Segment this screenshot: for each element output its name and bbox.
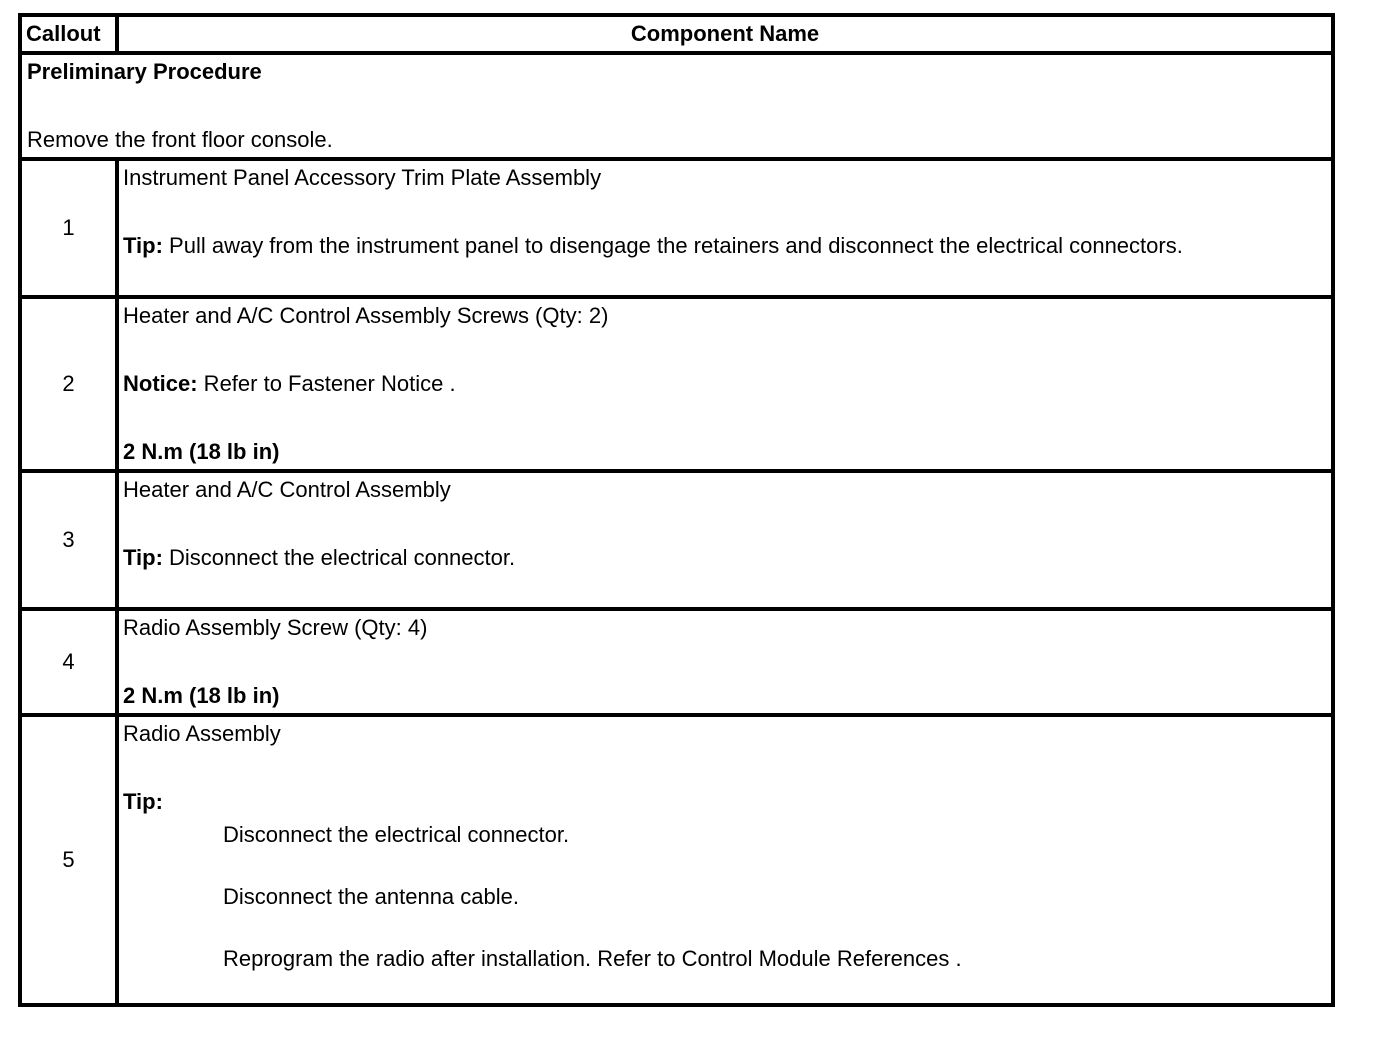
notice-label: Notice:: [123, 371, 198, 396]
component-name-2: Heater and A/C Control Assembly Screws (Qty: 2): [123, 303, 609, 328]
table-row: [20, 159, 1333, 297]
component-name-5: Radio Assembly: [123, 721, 281, 746]
callout-1: 1: [20, 159, 117, 297]
tip-text: Pull away from the instrument panel to disengage the retainers and disconnect the electrical connectors.: [162, 233, 1183, 258]
tip-item-3: Reprogram the radio after installation. Refer to Control Module References .: [223, 946, 962, 971]
callout-4: 4: [20, 609, 117, 715]
callout-2: 2: [20, 297, 117, 471]
table-row: [20, 471, 1333, 609]
component-table: [18, 13, 1335, 1007]
component-name-1: Instrument Panel Accessory Trim Plate Assembly: [123, 165, 602, 190]
callout-5: 5: [20, 715, 117, 1005]
component-cell-4: [117, 609, 1333, 715]
tip-1: [123, 229, 1331, 263]
tip-label: Tip:: [123, 233, 163, 258]
component-name-3: Heater and A/C Control Assembly: [123, 477, 451, 502]
component-cell-1: [117, 159, 1333, 297]
preliminary-row: [20, 53, 1333, 159]
preliminary-cell: [20, 53, 1333, 159]
notice-2: [123, 367, 1331, 401]
notice-text: Refer to Fastener Notice .: [197, 371, 456, 396]
table-row: [20, 715, 1333, 1005]
tip-label: Tip:: [123, 545, 163, 570]
component-cell-3: [117, 471, 1333, 609]
table-row: [20, 297, 1333, 471]
tip-text: Disconnect the electrical connector.: [162, 545, 516, 570]
component-cell-2: [117, 297, 1333, 471]
header-callout: Callout: [20, 15, 117, 53]
torque-4: 2 N.m (18 lb in): [123, 683, 280, 708]
tip-3: [123, 541, 1331, 575]
tip-item-1: Disconnect the electrical connector.: [223, 822, 570, 847]
preliminary-title: Preliminary Procedure: [27, 59, 262, 84]
callout-3: 3: [20, 471, 117, 609]
table-header-row: [20, 15, 1333, 53]
tip-item-2: Disconnect the antenna cable.: [223, 884, 519, 909]
component-name-4: Radio Assembly Screw (Qty: 4): [123, 615, 428, 640]
tip-label-5: Tip:: [123, 789, 163, 814]
preliminary-text: Remove the front floor console.: [27, 127, 333, 152]
torque-2: 2 N.m (18 lb in): [123, 439, 280, 464]
component-cell-5: [117, 715, 1333, 1005]
table-row: [20, 609, 1333, 715]
header-component-name: Component Name: [117, 15, 1333, 53]
